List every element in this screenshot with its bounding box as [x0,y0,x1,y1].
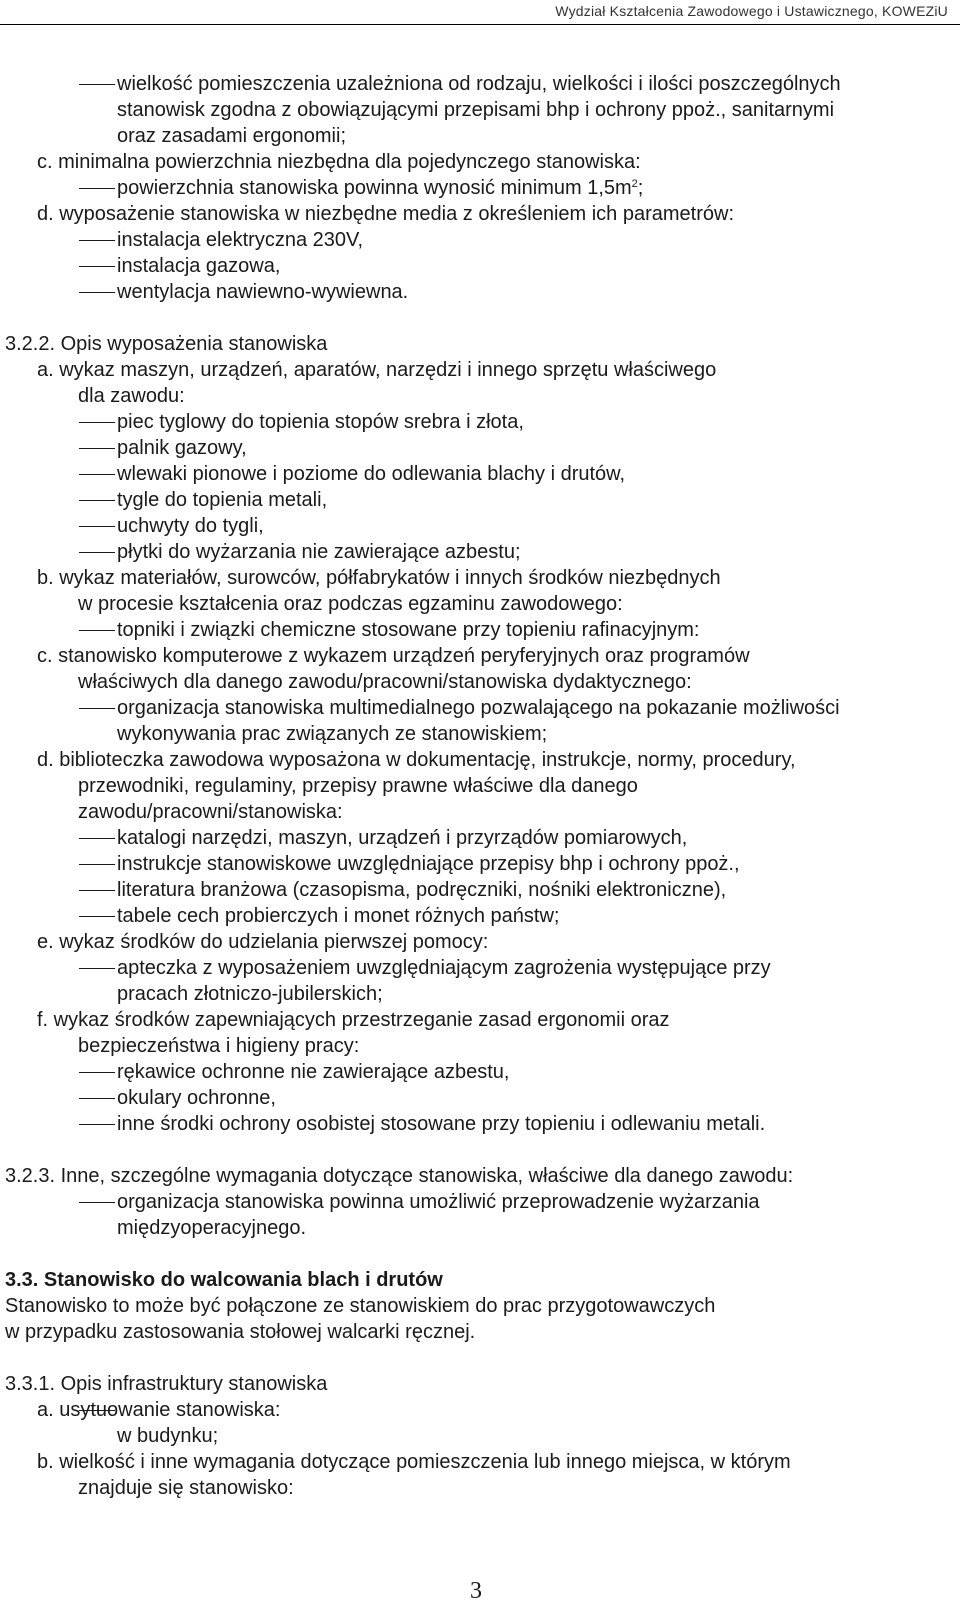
paragraph-line: Stanowisko to może być połączone ze stanowiskiem do prac przygotowawczych [5,1295,716,1317]
dash-bullet [79,1072,115,1073]
text-line: tygle do topienia metali, [117,489,328,511]
dash-bullet [79,630,115,631]
text-line: inne środki ochrony osobistej stosowane przy topieniu i odlewaniu metali. [117,1113,766,1135]
dash-bullet [79,1202,115,1203]
text-line: dla zawodu: [78,385,185,407]
text-line: organizacja stanowiska multimedialnego pozwalającego na pokazanie możliwości [117,697,840,719]
list-item-d: d. biblioteczka zawodowa wyposażona w dokumentację, instrukcje, normy, procedury, [37,749,796,771]
text-line: pracach złotniczo-jubilerskich; [117,983,383,1005]
dash-bullet [79,84,115,85]
text-line: literatura branżowa (czasopisma, podręczniki, nośniki elektroniczne), [117,879,727,901]
text-line: tabele cech probierczych i monet różnych państw; [117,905,560,927]
dash-bullet [79,968,115,969]
list-item-c: c. minimalna powierzchnia niezbędna dla pojedynczego stanowiska: [37,151,641,173]
text-line: bezpieczeństwa i higieny pracy: [78,1035,360,1057]
dash-bullet [79,552,115,553]
list-item-e: e. wykaz środków do udzielania pierwszej pomocy: [37,931,489,953]
dash-bullet [79,1124,115,1125]
text-line: wielkość pomieszczenia uzależniona od rodzaju, wielkości i ilości poszczególnych [117,73,841,95]
superscript: 2 [631,178,638,190]
text-line: w budynku; [117,1425,219,1447]
section-heading: 3.2.3. Inne, szczególne wymagania dotyczące stanowiska, właściwe dla danego zawodu: [5,1165,794,1187]
list-item-a: a. usytuowanie stanowiska: [37,1399,281,1421]
text-line: piec tyglowy do topienia stopów srebra i złota, [117,411,524,433]
text-span: ; [637,177,644,199]
text-line: wentylacja nawiewno-wywiewna. [117,281,409,303]
text-line: apteczka z wyposażeniem uwzględniającym zagrożenia występujące przy [117,957,771,979]
dash-bullet [79,838,115,839]
text-line: okulary ochronne, [117,1087,276,1109]
list-item-f: f. wykaz środków zapewniających przestrzeganie zasad ergonomii oraz [37,1009,670,1031]
section-heading: 3.2.2. Opis wyposażenia stanowiska [5,333,328,355]
text-line: topniki i związki chemiczne stosowane przy topieniu rafinacyjnym: [117,619,700,641]
text-line: przewodniki, regulaminy, przepisy prawne właściwe dla danego [78,775,638,797]
text-line: instrukcje stanowiskowe uwzględniające przepisy bhp i ochrony ppoż., [117,853,740,875]
text-line: organizacja stanowiska powinna umożliwić przeprowadzenie wyżarzania [117,1191,760,1213]
dash-bullet [79,422,115,423]
text-span: powierzchnia stanowiska powinna wynosić minimum 1,5m [117,177,632,199]
dash-bullet [79,1098,115,1099]
dash-bullet [79,292,115,293]
text-line: uchwyty do tygli, [117,515,264,537]
text-line: instalacja gazowa, [117,255,281,277]
paragraph-line: w przypadku zastosowania stołowej walcarki ręcznej. [5,1321,476,1343]
text-line: rękawice ochronne nie zawierające azbestu, [117,1061,510,1083]
dash-bullet [79,500,115,501]
dash-bullet [79,188,115,189]
dash-bullet [79,708,115,709]
text-line: wykonywania prac związanych ze stanowiskiem; [117,723,548,745]
text-line: wlewaki pionowe i poziome do odlewania blachy i drutów, [117,463,626,485]
dash-bullet [79,864,115,865]
dash-bullet [79,240,115,241]
text-line: katalogi narzędzi, maszyn, urządzeń i przyrządów pomiarowych, [117,827,688,849]
dash-bullet [79,916,115,917]
text-line: stanowisk zgodna z obowiązującymi przepisami bhp i ochrony ppoż., sanitarnymi [117,99,835,121]
page-header: Wydział Kształcenia Zawodowego i Ustawicznego, KOWEZiU [555,3,948,19]
text-line: palnik gazowy, [117,437,247,459]
section-heading: 3.3.1. Opis infrastruktury stanowiska [5,1373,328,1395]
text-line: właściwych dla danego zawodu/pracowni/stanowiska dydaktycznego: [78,671,692,693]
dash-bullet [79,448,115,449]
list-item-c: c. stanowisko komputerowe z wykazem urządzeń peryferyjnych oraz programów [37,645,750,667]
text-line: znajduje się stanowisko: [78,1477,294,1499]
text-line: płytki do wyżarzania nie zawierające azbestu; [117,541,521,563]
text-line: międzyoperacyjnego. [117,1217,306,1239]
text-line: w procesie kształcenia oraz podczas egzaminu zawodowego: [78,593,623,615]
page-number: 3 [470,1578,482,1604]
text-line: zawodu/pracowni/stanowiska: [78,801,343,823]
dash-bullet [79,526,115,527]
text-line [117,176,643,200]
text-line: oraz zasadami ergonomii; [117,125,346,147]
dash-bullet [79,890,115,891]
dash-bullet [79,266,115,267]
section-title: 3.3. Stanowisko do walcowania blach i drutów [5,1269,443,1291]
header-rule [0,24,960,25]
dash-bullet [79,474,115,475]
list-item-d: d. wyposażenie stanowiska w niezbędne media z określeniem ich parametrów: [37,203,735,225]
list-item-b: b. wykaz materiałów, surowców, półfabrykatów i innych środków niezbędnych [37,567,721,589]
list-item-b: b. wielkość i inne wymagania dotyczące pomieszczenia lub innego miejsca, w którym [37,1451,791,1473]
text-line: instalacja elektryczna 230V, [117,229,364,251]
list-item-a: a. wykaz maszyn, urządzeń, aparatów, narzędzi i innego sprzętu właściwego [37,359,717,381]
